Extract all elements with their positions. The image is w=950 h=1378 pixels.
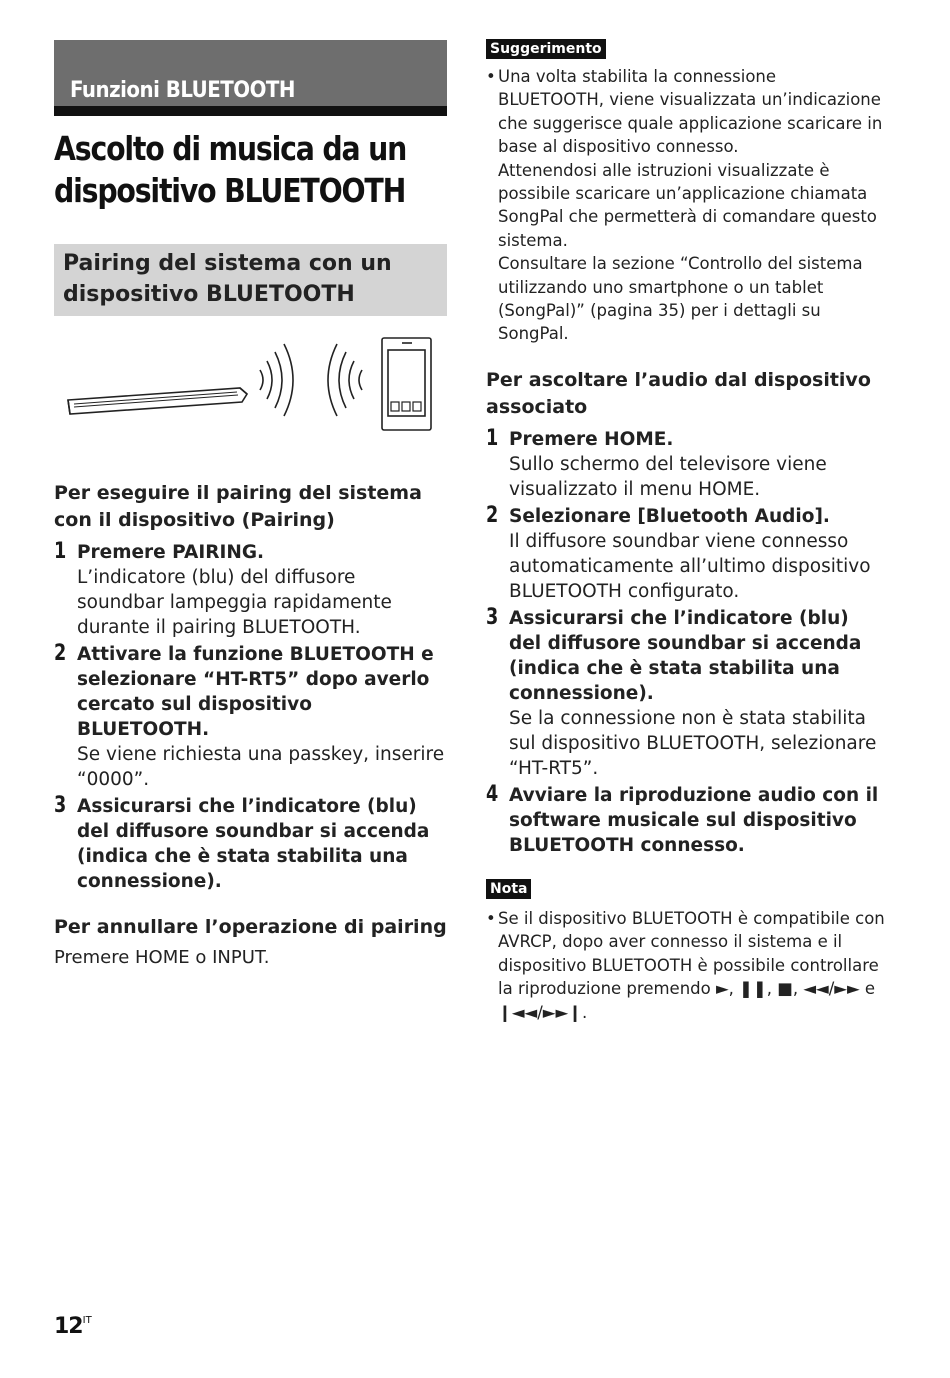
pairing-step-1 — [54, 540, 447, 640]
step-body: Se la connessione non è stata stabilita sul dispositivo BLUETOOTH, selezionare “HT-RT5”. — [509, 707, 877, 779]
step-number: 3 — [486, 604, 499, 630]
note-bullet — [486, 907, 886, 1024]
listen-step-1 — [486, 427, 886, 502]
page-language: IT — [82, 1315, 92, 1326]
step-number: 1 — [54, 539, 67, 564]
listen-step-4 — [486, 783, 886, 858]
step-title: Premere PAIRING. — [77, 542, 265, 563]
pairing-heading: Per eseguire il pairing del sistema con il dispositivo (Pairing) — [54, 482, 422, 531]
cancel-heading: Per annullare l’operazione di pairing — [54, 916, 447, 938]
listen-step-2 — [486, 504, 886, 604]
subsection-title: Pairing del sistema con un dispositivo BLUETOOTH — [54, 244, 447, 316]
note-label: Nota — [486, 879, 531, 899]
pairing-step-2 — [54, 642, 447, 792]
step-number: 4 — [486, 781, 499, 807]
tip-text: Una volta stabilita la connessione BLUETOOTH, viene visualizzata un’indicazione che suggerisce quale applicazione scaricare in base al dispositivo connesso. — [498, 67, 883, 157]
signal-waves-icon-2 — [328, 344, 362, 416]
signal-waves-icon — [260, 344, 293, 416]
left-column — [54, 40, 447, 970]
step-title: Attivare la funzione BLUETOOTH e selezionare “HT-RT5” dopo averlo cercato sul dispositivo BLUETOOTH. — [77, 644, 434, 740]
step-body: Se viene richiesta una passkey, inserire “0000”. — [77, 744, 445, 790]
page-title-line2: dispositivo BLUETOOTH — [54, 171, 406, 210]
pairing-step-3 — [54, 794, 447, 894]
tip-bullet — [486, 65, 886, 346]
step-title: Avviare la riproduzione audio con il software musicale sul dispositivo BLUETOOTH connesso. — [509, 784, 879, 856]
pairing-steps — [54, 540, 447, 894]
step-body: Sullo schermo del televisore viene visualizzato il menu HOME. — [509, 453, 827, 500]
listen-heading: Per ascoltare l’audio dal dispositivo associato — [486, 368, 871, 418]
bullet-dot: • — [486, 908, 496, 928]
listen-steps — [486, 427, 886, 858]
step-body: Il diffusore soundbar viene connesso automaticamente all’ultimo dispositivo BLUETOOTH configurato. — [509, 530, 871, 602]
step-body: L’indicatore (blu) del diffusore soundbar lampeggia rapidamente durante il pairing BLUETOOTH. — [77, 567, 392, 638]
page-title-line1: Ascolto di musica da un — [54, 129, 407, 168]
step-number: 2 — [486, 502, 499, 528]
step-title: Assicurarsi che l’indicatore (blu) del diffusore soundbar si accenda (indica che è stata stabilita una connessione). — [509, 607, 862, 704]
page-number-value: 12 — [54, 1314, 83, 1339]
step-title: Assicurarsi che l’indicatore (blu) del diffusore soundbar si accenda (indica che è stata stabilita una connessione). — [77, 796, 430, 892]
note-text: Se il dispositivo BLUETOOTH è compatibile con AVRCP, dopo aver connesso il sistema e il dispositivo BLUETOOTH è possibile controllare la riproduzione premendo ►, ❚❚, ■, ◄◄/►► e ❙◄◄/►►❙. — [498, 908, 885, 1022]
page-number — [54, 1314, 92, 1339]
step-title: Premere HOME. — [509, 428, 674, 450]
tip-text-3: Consultare la sezione “Controllo del sistema utilizzando uno smartphone o un tablet (SongPal)” (pagina 35) per i dettagli su SongPal. — [498, 254, 863, 344]
bullet-dot: • — [486, 67, 496, 86]
pairing-illustration — [54, 324, 447, 472]
step-title: Selezionare [Bluetooth Audio]. — [509, 505, 830, 527]
tip-label: Suggerimento — [486, 39, 606, 59]
tip-text-2: Attenendosi alle istruzioni visualizzate è possibile scaricare un’applicazione chiamata SongPal che permetterà di comandare questo sistema. — [498, 160, 877, 250]
listen-step-3 — [486, 606, 886, 781]
step-number: 2 — [54, 641, 67, 666]
step-number: 3 — [54, 793, 67, 818]
page-title — [54, 128, 407, 212]
section-header: Funzioni BLUETOOTH — [70, 78, 295, 103]
section-header-bar — [54, 40, 447, 116]
smartphone-icon — [382, 338, 431, 430]
soundbar-phone-illustration — [54, 324, 447, 472]
soundbar-icon — [68, 388, 247, 414]
right-column — [486, 38, 886, 1024]
step-number: 1 — [486, 425, 499, 451]
cancel-text: Premere HOME o INPUT. — [54, 947, 270, 968]
